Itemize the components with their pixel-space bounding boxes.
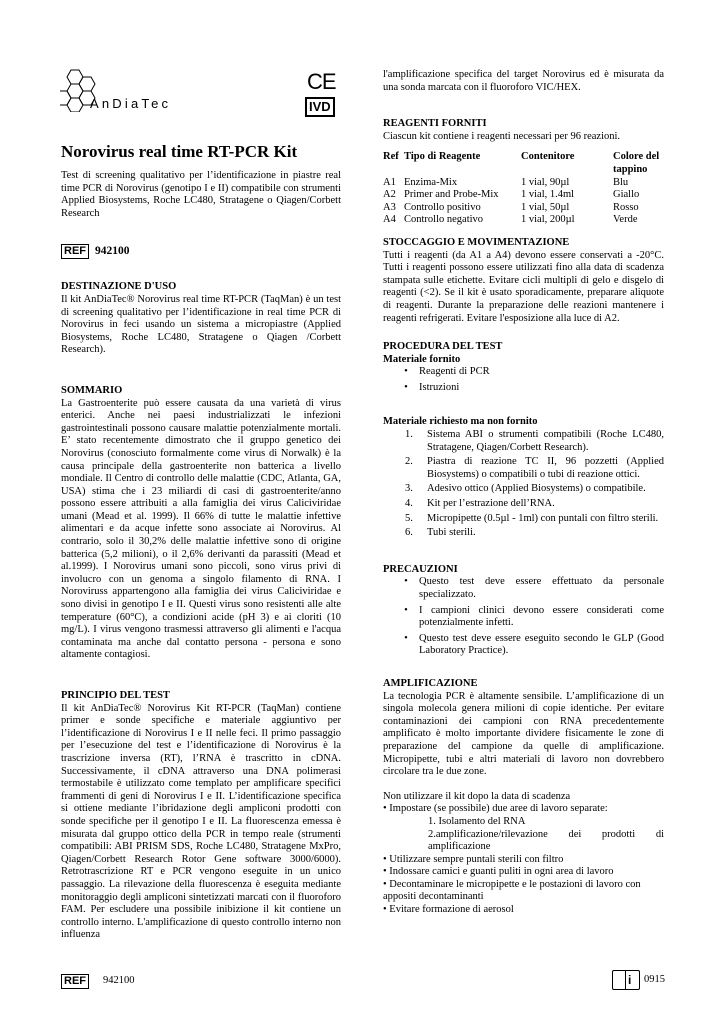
stoccaggio-heading: STOCCAGGIO E MOVIMENTAZIONE [383, 236, 570, 248]
col-header-ref: Ref [383, 151, 399, 163]
cell: Rosso [613, 201, 639, 213]
cell: 1 vial, 50µl [521, 201, 570, 213]
ref-line [61, 244, 341, 259]
list-item: • Indossare camici e guanti puliti in ogni area di lavoro [383, 866, 614, 878]
list-item: • Evitare formazione di aerosol [383, 904, 514, 916]
list-item: 2.amplificazione/rilevazione dei prodotti di amplificazione [428, 828, 664, 853]
footer-ref-number: 942100 [103, 975, 135, 987]
footer-ref [61, 974, 135, 989]
precauzioni-heading: PRECAUZIONI [383, 563, 458, 575]
list-item: • I campioni clinici devono essere considerati come potenzialmente infetti. [393, 605, 664, 630]
list-item: • Reagenti di PCR [393, 366, 664, 379]
bullet-icon: • [404, 381, 408, 393]
table-row [383, 202, 664, 215]
cell: 1 vial, 90µl [521, 176, 570, 188]
amplificazione-heading: AMPLIFICAZIONE [383, 677, 478, 689]
list-item: 3. Adesivo ottico (Applied Biosystems) o compatibile. [405, 483, 646, 495]
principio-heading: PRINCIPIO DEL TEST [61, 690, 170, 701]
cell: A4 [383, 214, 396, 226]
list-item: 5. Micropipette (0.5µl - 1ml) con puntali con filtro sterili. [405, 512, 659, 524]
cell: Blu [613, 176, 629, 188]
left-column [61, 142, 341, 942]
table-row [383, 189, 664, 202]
destinazione-text: Il kit AnDiaTec® Norovirus real time RT-PCR (TaqMan) è un test di screening qualitativo per l’identificazione in real time PCR di Norovirus in feci usando un sistema a micropiastre (Applied Biosystems, Roche LC480, Stratagene o Qiagen /Corbett Research). [61, 293, 341, 356]
cell: Verde [613, 214, 638, 226]
right-column [383, 69, 664, 917]
table-row [383, 214, 664, 227]
ref-number: 942100 [95, 245, 130, 258]
stoccaggio-text: Tutti i reagenti (da A1 a A4) devono essere conservati a -20°C. Tutti i reagenti possono essere utilizzati fino alla data di scadenza stampata sulle etichette. Evitare cicli multipli di gelo e disgelo di reagenti (<2). Se il kit è usato sporadicamente, preparare aliquote di reagenti. Durante la preparazione delle reazioni mantenere i reagenti refrigerati. Evitare l'esposizione alla luce di A2. [383, 249, 664, 324]
document-title: Norovirus real time RT-PCR Kit [61, 142, 298, 161]
table-header-row [383, 151, 664, 176]
materiale-fornito-list [383, 366, 664, 394]
col-header-colore: Colore del tappino [613, 151, 660, 175]
instructions-book-icon [612, 970, 640, 990]
list-item: 2. Piastra di reazione TC II, 96 pozzetti (Applied Biosystems) o compatibili o tubi di reazione ottici. [405, 456, 664, 480]
list-item: 4. Kit per l’estrazione dell’RNA. [405, 498, 555, 510]
amplificazione-text: La tecnologia PCR è altamente sensibile. L’amplificazione di un singola molecola genera milioni di copie identiche. Per evitare contaminazioni dei campioni con RNA precedentemente amplificato è molto importante dividere fisicamente le zone di preparazione del campione da quelle di amplificazione. Micropipette, tubi e altri materiali di lavoro non dovrebbero circolare tra le due zone. [383, 690, 664, 778]
materiale-richiesto-list [383, 429, 664, 540]
cell: A3 [383, 201, 396, 213]
expiry-note: Non utilizzare il kit dopo la data di scadenza [383, 790, 571, 802]
ivd-mark: IVD [305, 97, 335, 117]
cell: 1 vial, 1.4ml [521, 189, 575, 201]
list-item: • Decontaminare le micropipette e le postazioni di lavoro con appositi decontaminanti [383, 878, 641, 903]
continuation-text: l'amplificazione specifica del target Norovirus ed è misurata da una sonda marcata con il fluoroforo VIC/HEX. [383, 69, 664, 93]
principio-text: Il kit AnDiaTec® Norovirus Kit RT-PCR (TaqMan) contiene primer e sonde specifiche e materiale aggiuntivo per l’identificazione di Norovirus I e II nelle feci. Il primo passaggio per l’esecuzione del test e l’identificazione di Norovirus è la trascrizione inversa (RT), l’RNA è trascritto in cDNA. Successivamente, il cDNA attraverso una DNA polimerasi termostabile è utilizzato come templato per amplificare specifici frammenti di geni di Norovirus I e II. L’identificazione specifica si ottiene mediante l’ibridazione degli ampliconi prodotti con sonde specifiche per il genotipo I e II. La fluorescenza emessa è misurata dal gruppo ottico della PCR in tempo reale (strumenti compatibili: ABI PRISM SDS, Roche LC480, Stratagene MxPro, Qiagen/Corbett Research Rotor Gene software 3000/6000). Retrotrascrizione RT e PCR vengono eseguite in un unico passaggio. La rilevazione della fluorescenza è eseguita mediante monitoraggio degli ampliconi sintetizzati marcati con il fluoroforo FAM. Per escludere una possibile inibizione il kit contiene un controllo interno. L'amplificazione di questo controllo interno non influenza [61, 702, 341, 941]
ref-symbol: REF [61, 244, 89, 259]
footer-version [612, 970, 665, 990]
cell: Controllo negativo [404, 214, 484, 226]
intro-text: Test di screening qualitativo per l’identificazione in piastre real time PCR di Norovirus (genotipo I e II) compatibile con strumenti Applied Biosystems, Roche LC480, Stratagene o Qiagen/Corbett Research [61, 170, 341, 219]
reagenti-heading: REAGENTI FORNITI [383, 118, 487, 130]
reagenti-table [383, 151, 664, 227]
company-logo [60, 68, 180, 118]
bullet-icon: • [404, 604, 408, 616]
materiale-fornito-heading: Materiale fornito [383, 353, 461, 365]
ce-mark: CE [307, 69, 336, 94]
cell: Enzima-Mix [404, 176, 458, 188]
logo-wordmark: AnDiaTec [90, 96, 172, 111]
list-item: • Utilizzare sempre puntali sterili con filtro [383, 853, 564, 865]
cell: Controllo positivo [404, 201, 481, 213]
procedura-heading: PROCEDURA DEL TEST [383, 341, 503, 353]
bullet-icon: • [404, 576, 408, 588]
sommario-text: La Gastroenterite può essere causata da una varietà di virus enterici. Anche nei paesi industrializzati le infezioni gastrointestinali possono causare malattie potenzialmente mortali. E’ stato recentemente dimostrato che il gruppo genetico dei Norovirus (conosciuto formalmente come virus di Norwalk) è la causa principale della gastroenterite non batterica a livello mondiale. Il Centro di controllo delle malattie (CDC, Atlanta, GA, USA) stima che i 23 miliardi di casi di gastroenterite/anno possono essere attribuiti a alla famiglia dei virus Caliciviridae umani (Mead et al. 1999). Il 66% di tutte le malattie infettive alimentari e da acque infette sono associate ai Norovirus. Al contrario, solo il 30,2% delle malattie infettive sono di origine batterica (5,2 milioni), o il 2,6% derivanti da parassiti (Mead et al.1999). I Norovirus umani sono piccoli, sono virus privi di involucro con un genoma a singolo filamento di RNA. I Noroviruss appartengono alla famiglia dei virus Caliciviridae e sono divisi in genotipo I e II. Questi virus sono resistenti alle alte temperature (60°C), a condizioni acide (pH 3) e ai cloriti (10 mg/L). I virus vengono trasmessi attraverso gli alimenti e l'acqua contaminata ma anche dal contatto persona - persona e sono altamente contagiosi. [61, 397, 341, 661]
table-row [383, 177, 664, 190]
cell: A2 [383, 189, 396, 201]
cell: Primer and Probe-Mix [404, 189, 499, 201]
col-header-contenitore: Contenitore [521, 151, 575, 163]
reagenti-subtitle: Ciascun kit contiene i reagenti necessari per 96 reazioni. [383, 130, 621, 142]
bullet-icon: • [404, 366, 408, 378]
cell: A1 [383, 176, 396, 188]
list-item: 1. Isolamento del RNA [428, 815, 526, 827]
footer-version-number: 0915 [644, 973, 665, 985]
cell: Giallo [613, 189, 640, 201]
list-item: 6. Tubi sterili. [405, 527, 476, 539]
sommario-heading: SOMMARIO [61, 384, 123, 396]
bullet-icon: • [404, 632, 408, 644]
ref-symbol: REF [61, 974, 89, 989]
list-item: 1. Sistema ABI o strumenti compatibili (Roche LC480, Stratagene, Qiagen/Corbett Research). [405, 429, 664, 453]
info-icon: i [628, 973, 632, 987]
list-item: • Istruzioni [393, 382, 664, 395]
col-header-tipo: Tipo di Reagente [404, 151, 481, 163]
materiale-richiesto-heading: Materiale richiesto ma non fornito [383, 416, 538, 428]
destinazione-heading: DESTINAZIONE D'USO [61, 281, 177, 293]
cell: 1 vial, 200µl [521, 214, 575, 226]
list-item: • Questo test deve essere effettuato da personale specializzato. [393, 576, 664, 601]
precauzioni-list [383, 576, 664, 658]
list-item: • Questo test deve essere eseguito secondo le GLP (Good Laboratory Practice). [393, 633, 664, 658]
list-item: • Impostare (se possibile) due aree di lavoro separate: [383, 803, 608, 815]
